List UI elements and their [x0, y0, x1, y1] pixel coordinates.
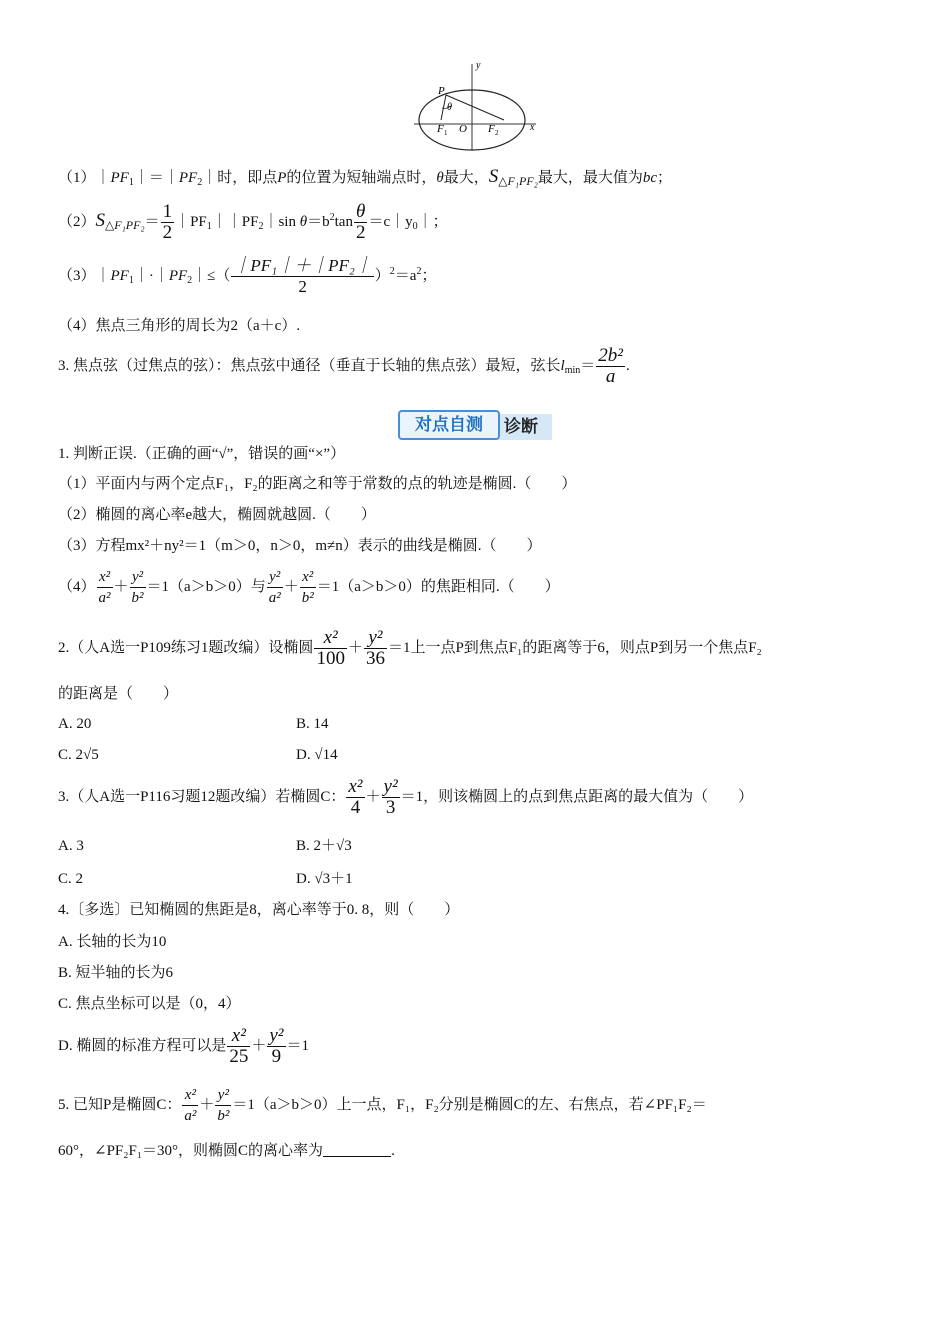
label-F2: F [488, 123, 495, 135]
q4-option-b[interactable]: B. 短半轴的长为6 [58, 965, 174, 981]
q2-option-d[interactable]: D. √14 [296, 747, 338, 763]
label-P: P [438, 85, 445, 97]
property-2: $(2)S_{\triangle F_1PF_2}=$ $\frac{1}{2}$ $|PF_1||PF_2|\sin$ $\theta=b^2\tan$ $\frac{\theta}{2}$ $=c|y_0|$； [58, 201, 448, 243]
q2-stem: 2.（人A选一P109练习1题改编）设椭圆 $\frac{\text{x²}}{100}$ ＋ $\frac{\text{y²}}{36}$ ＝1上一点P到焦点F₁的距离等于6，则点P到另一个焦点F₂ [58, 627, 762, 669]
q1-statement-3: （3）方程mx²＋ny²＝1（m＞0，n＞0，m≠n）表示的曲线是椭圆.（ ） [58, 538, 542, 554]
q1-stem: 1. 判断正误.（正确的画“√”，错误的画“×”） [58, 446, 346, 462]
q4-option-d[interactable]: D. 椭圆的标准方程可以是 $\frac{\text{x²}}{25}$ ＋ $\frac{\text{y²}}{9}$ ＝1 [58, 1025, 310, 1067]
q2-option-c[interactable]: C. 2√5 [58, 747, 99, 763]
banner-right: 诊断 [504, 417, 538, 437]
q2-option-b[interactable]: B. 14 [296, 716, 329, 732]
label-F1-sub: 1 [444, 129, 448, 137]
q5-stem: 5. 已知P是椭圆C： $\frac{\text{x²}}{\text{a²}}$ ＋ $\frac{\text{y²}}{\text{b²}}$ ＝1（a＞b＞0）上一点，F₁，F₂分别是椭圆C的左、右焦点，若∠PF₁F₂＝ [58, 1087, 707, 1124]
q1-statement-2: （2）椭圆的离心率e越大，椭圆就越圆.（ ） [58, 507, 376, 523]
answer-blank[interactable] [323, 1142, 391, 1157]
label-y: y [476, 60, 481, 71]
label-theta: θ [447, 102, 452, 113]
q1-statement-1: （1）平面内与两个定点F₁，F₂的距离之和等于常数的点的轨迹是椭圆.（ ） [58, 476, 577, 492]
q2-stem-line2: 的距离是（ ） [58, 686, 179, 702]
property-4: （4）焦点三角形的周长为2（a＋c）. [58, 318, 301, 334]
property-1: $(1)|PF_1|=|PF_2|$时，即点P的位置为短轴端点时，θ最大，$S_{\triangle F_1PF_2}$最大，最大值为bc； [58, 166, 673, 188]
q3-stem: 3.（人A选一P116习题12题改编）若椭圆C： $\frac{\text{x²}}{4}$ ＋ $\frac{\text{y²}}{3}$ ＝1，则该椭圆上的点到焦点距离的最大值为（ ） [58, 776, 754, 818]
q3-option-b[interactable]: B. 2＋√3 [296, 838, 352, 854]
q5-stem-line2: 60°，∠PF₂F₁＝30°，则椭圆C的离心率为 . [58, 1143, 395, 1159]
label-O: O [459, 123, 467, 135]
q4-stem: 4.〔多选〕已知椭圆的焦距是8，离心率等于0. 8，则（ ） [58, 902, 460, 918]
q4-option-c[interactable]: C. 焦点坐标可以是（0，4） [58, 996, 241, 1012]
q3-option-d[interactable]: D. √3＋1 [296, 871, 353, 887]
label-x: x [530, 122, 535, 133]
label-F1: F [437, 123, 444, 135]
property-3: $(3)|PF_1|\cdot|PF_2|\le$（ $\frac{\text{｜PF₁｜＋｜PF₂｜}}{2}$ ）$^2=a^2$； [58, 256, 437, 296]
q3-option-c[interactable]: C. 2 [58, 871, 84, 887]
focal-chord-note: 3. 焦点弦（过焦点的弦）：焦点弦中通径（垂直于长轴的焦点弦）最短，弦长$l_{min}=$ $\frac{\text{2b²}}{a}$ . [58, 345, 630, 387]
q2-option-a[interactable]: A. 20 [58, 716, 92, 732]
banner-left: 对点自测 [398, 410, 500, 440]
section-banner [398, 410, 554, 440]
ellipse-figure [408, 58, 544, 154]
q3-option-a[interactable]: A. 3 [58, 838, 84, 854]
q4-option-a[interactable]: A. 长轴的长为10 [58, 934, 167, 950]
q1-statement-4: （4） $\frac{\text{x²}}{\text{a²}}$ ＋ $\frac{\text{y²}}{\text{b²}}$ ＝1（a＞b＞0）与 $\frac{\text{y²}}{\text{a²}}$ ＋ $\frac{\text{x²}}{\text{b²}}$ ＝1（a＞b＞0）的焦距相同.（ ） [58, 569, 560, 606]
label-F2-sub: 2 [495, 129, 499, 137]
